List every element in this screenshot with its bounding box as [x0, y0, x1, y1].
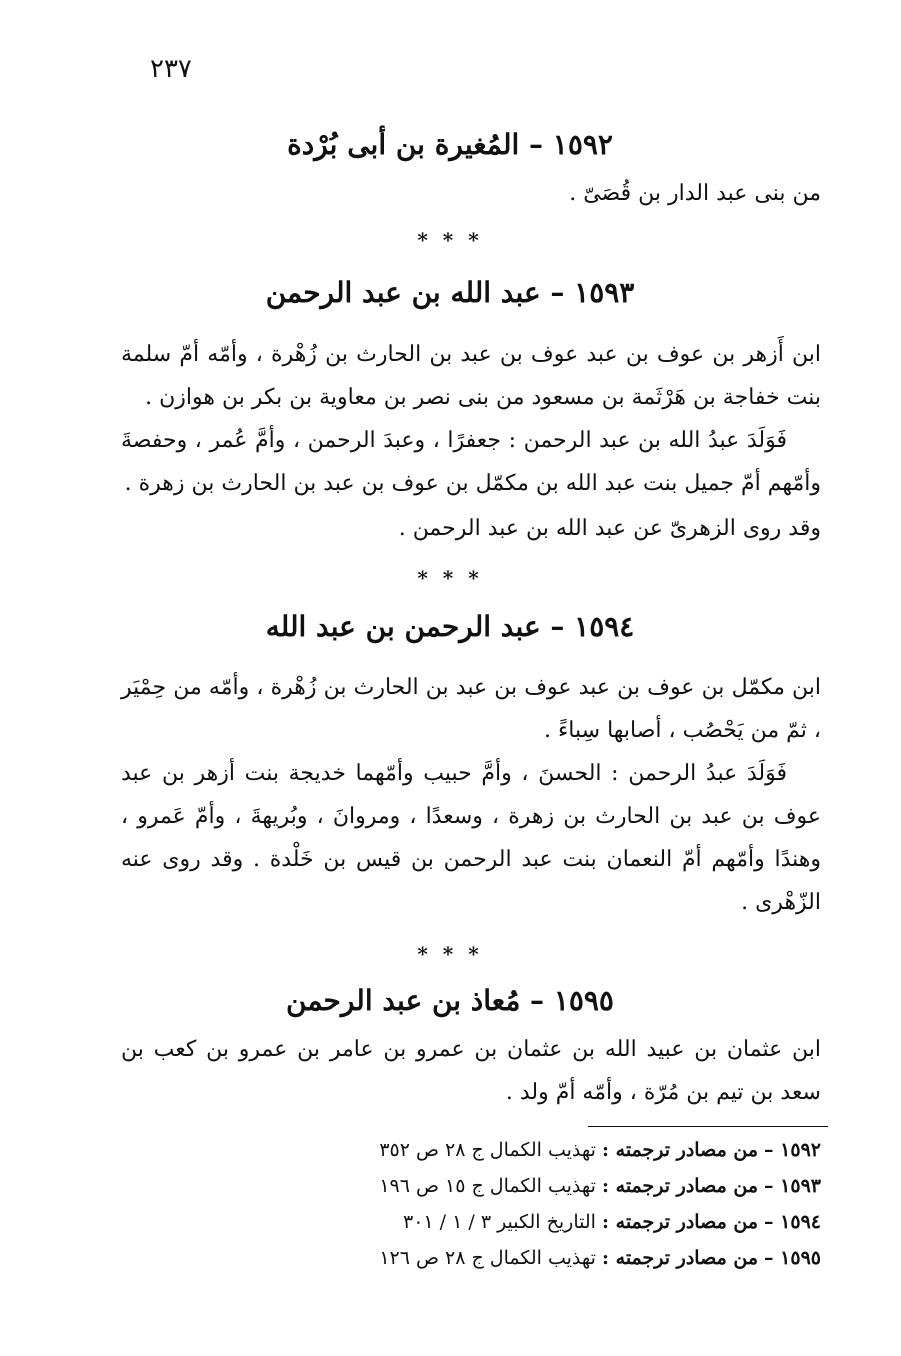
footnote-number: ١٥٩٢ – [764, 1139, 821, 1161]
entry-heading-1593: ١٥٩٣ – عبد الله بن عبد الرحمن [265, 276, 635, 309]
entry-heading-1592: ١٥٩٢ – المُغيرة بن أبى بُرْدة [287, 128, 613, 161]
footnote-source: التاريخ الكبير ٣ / ١ / ٣٠١ [403, 1211, 596, 1233]
footnote-label: من مصادر ترجمته : [602, 1247, 758, 1269]
footnote-label: من مصادر ترجمته : [602, 1139, 758, 1161]
page-number: ٢٣٧ [150, 54, 192, 84]
entry-paragraph-1593-2: فَوَلَدَ عبدُ الله بن عبد الرحمن : جعفرًا ، وعبدَ الرحمن ، وأمَّ عُمر ، وحفصةَ وأمّهم أمّ جميل بنت عبد الله بن مكمّل بن عوف بن عبد بن الحارث بن زهرة . [121, 428, 821, 496]
footnote-label: من مصادر ترجمته : [602, 1175, 758, 1197]
footnote-1595 [121, 1240, 821, 1276]
entry-paragraph-1595-1: ابن عثمان بن عبيد الله بن عثمان بن عمرو بن عامر بن عمرو بن كعب بن سعد بن تيم بن مُرّة ، وأمّه أمّ ولد . [121, 1037, 821, 1105]
footnote-label: من مصادر ترجمته : [602, 1211, 758, 1233]
section-separator: * * * [417, 228, 483, 252]
footnote-1594 [121, 1204, 821, 1240]
footnote-source: تهذيب الكمال ج ١٥ ص ١٩٦ [379, 1175, 596, 1197]
footnote-number: ١٥٩٣ – [764, 1175, 821, 1197]
footnotes [121, 1132, 821, 1276]
entry-heading-1594: ١٥٩٤ – عبد الرحمن بن عبد الله [265, 610, 635, 643]
entry-paragraph-1593-3: وقد روى الزهرىّ عن عبد الله بن عبد الرحمن . [398, 516, 821, 541]
footnote-source: تهذيب الكمال ج ٢٨ ص ٣٥٢ [379, 1139, 596, 1161]
footnote-divider [588, 1126, 828, 1127]
entry-paragraph-1594-2: فَوَلَدَ عبدُ الرحمن : الحسنَ ، وأمَّ حبيب وأمّهما خديجة بنت أزهر بن عبد عوف بن عبد بن الحارث بن زهرة ، وسعدًا ، ومروانَ ، وبُريهةَ ، وأمّ عَمرو ، وهندًا وأمّهم أمّ النعمان بنت عبد الرحمن بن قيس بن خَلْدة . وقد روى عنه الزّهْرى . [121, 761, 821, 915]
footnote-1593 [121, 1168, 821, 1204]
section-separator: * * * [417, 566, 483, 590]
footnote-number: ١٥٩٥ – [764, 1247, 821, 1269]
section-separator: * * * [417, 942, 483, 966]
footnote-1592 [121, 1132, 821, 1168]
entry-paragraph-1594-1: ابن مكمّل بن عوف بن عبد عوف بن عبد بن الحارث بن زُهْرة ، وأمّه من حِمْيَر ، ثمّ من يَحْصُب ، أصابها سِباءً . [121, 675, 821, 743]
footnote-number: ١٥٩٤ – [764, 1211, 821, 1233]
entry-paragraph-1592-1: من بنى عبد الدار بن قُصَىّ . [569, 181, 821, 206]
footnote-source: تهذيب الكمال ج ٢٨ ص ١٢٦ [379, 1247, 596, 1269]
entry-paragraph-1593-1: ابن أَزهر بن عوف بن عبد عوف بن عبد بن الحارث بن زُهْرة ، وأمّه أمّ سلمة بنت خفاجة بن هَرْثَمة بن مسعود من بنى نصر بن معاوية بن بكر بن هوازن . [121, 342, 821, 410]
entry-heading-1595: ١٥٩٥ – مُعاذ بن عبد الرحمن [286, 984, 614, 1017]
